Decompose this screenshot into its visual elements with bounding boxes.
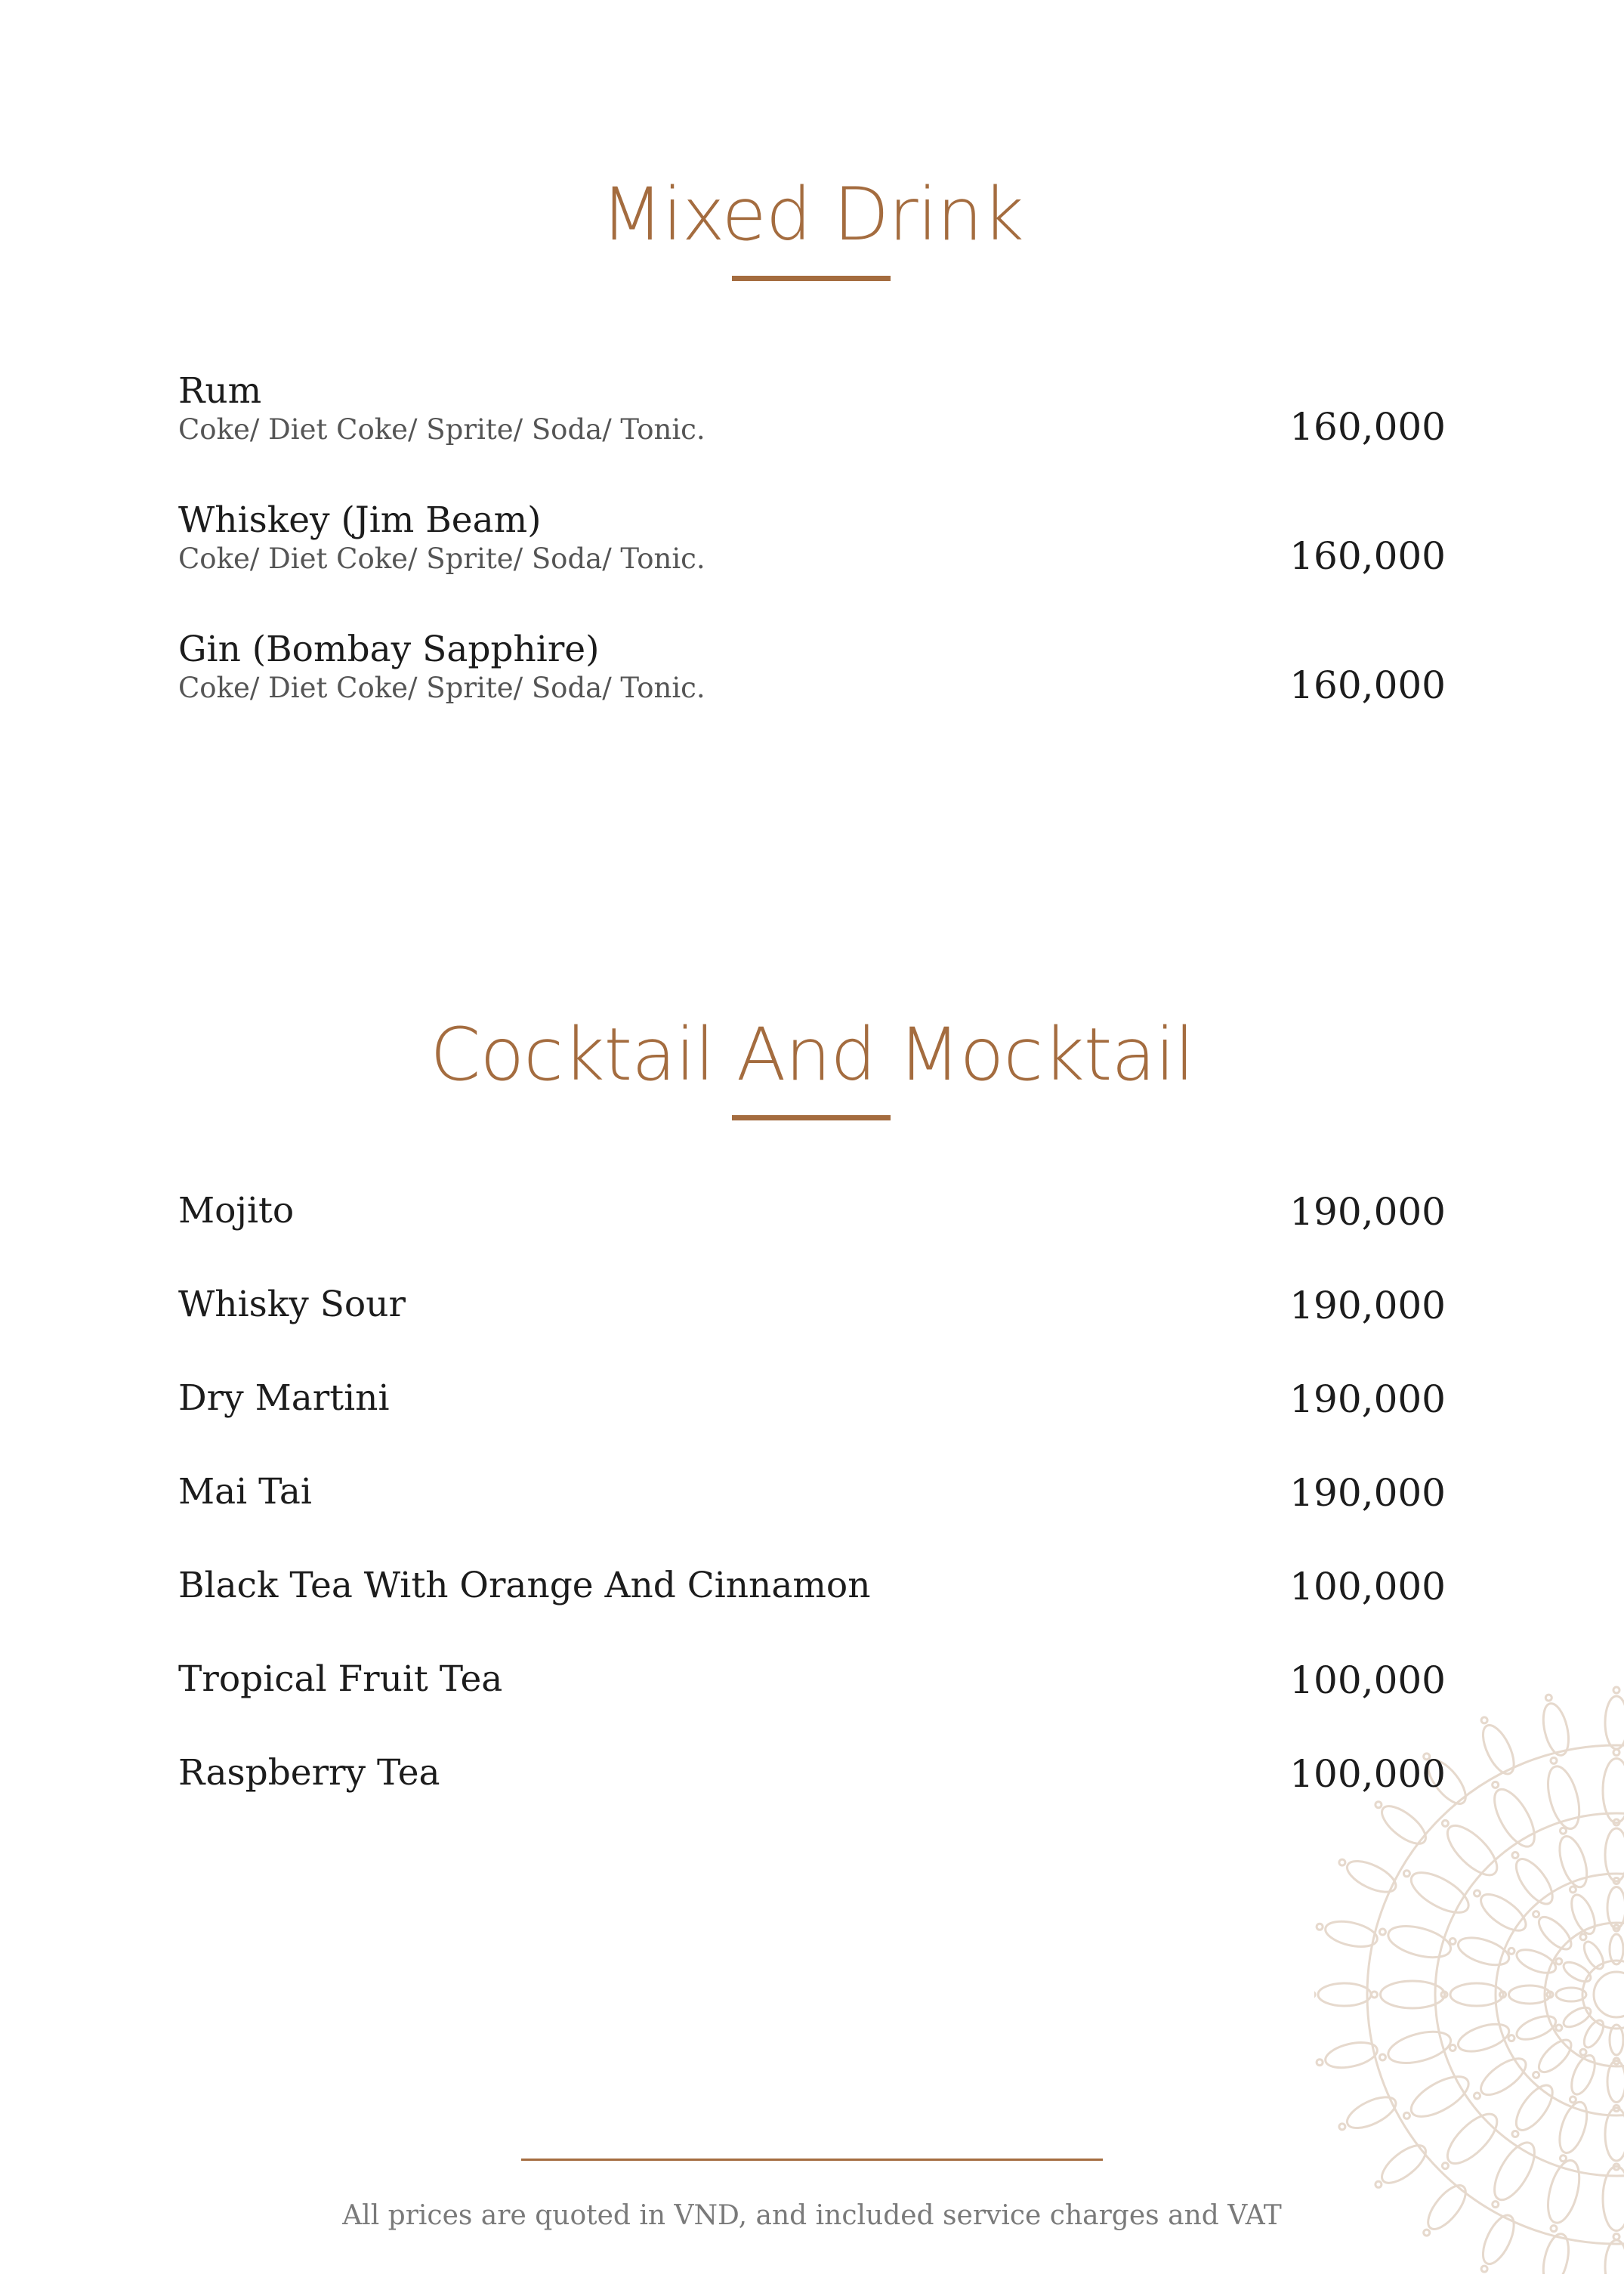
menu-item-tropical-fruit-tea bbox=[178, 1658, 1446, 1707]
title-underline bbox=[732, 1115, 891, 1120]
section-title-cocktail-mocktail: Cocktail And Mocktail bbox=[430, 1012, 1194, 1097]
section-title-mixed-drink: Mixed Drink bbox=[601, 172, 1023, 257]
item-price: 190,000 bbox=[1289, 1471, 1446, 1515]
item-price: 190,000 bbox=[1289, 1284, 1446, 1327]
footer-divider bbox=[521, 2159, 1103, 2161]
menu-item-black-tea bbox=[178, 1565, 1446, 1613]
menu-item-raspberry-tea bbox=[178, 1752, 1446, 1800]
item-name: Raspberry Tea bbox=[178, 1752, 440, 1794]
menu-item-rum bbox=[178, 370, 1446, 449]
item-name: Tropical Fruit Tea bbox=[178, 1658, 503, 1700]
menu-item-whiskey bbox=[178, 499, 1446, 578]
item-price: 160,000 bbox=[1289, 663, 1446, 707]
menu-item-gin bbox=[178, 629, 1446, 707]
item-name: Mai Tai bbox=[178, 1471, 312, 1513]
mandala-icon bbox=[1314, 1655, 1624, 2274]
item-name: Whiskey (Jim Beam) bbox=[178, 499, 542, 541]
item-name: Black Tea With Orange And Cinnamon bbox=[178, 1565, 871, 1606]
menu-item-dry-martini bbox=[178, 1377, 1446, 1426]
item-name: Whisky Sour bbox=[178, 1284, 406, 1325]
item-price: 160,000 bbox=[1289, 405, 1446, 449]
menu-item-mai-tai bbox=[178, 1471, 1446, 1519]
title-underline bbox=[732, 276, 891, 281]
item-name: Mojito bbox=[178, 1190, 295, 1231]
item-price: 100,000 bbox=[1289, 1752, 1446, 1796]
menu-item-mojito bbox=[178, 1190, 1446, 1238]
item-description: Coke/ Diet Coke/ Sprite/ Soda/ Tonic. bbox=[178, 413, 705, 446]
item-price: 100,000 bbox=[1289, 1565, 1446, 1608]
item-name: Gin (Bombay Sapphire) bbox=[178, 629, 600, 670]
item-name: Rum bbox=[178, 370, 262, 412]
menu-item-whisky-sour bbox=[178, 1284, 1446, 1332]
item-description: Coke/ Diet Coke/ Sprite/ Soda/ Tonic. bbox=[178, 542, 705, 575]
footer-note: All prices are quoted in VND, and included service charges and VAT bbox=[342, 2200, 1282, 2231]
item-price: 160,000 bbox=[1289, 534, 1446, 578]
item-price: 100,000 bbox=[1289, 1658, 1446, 1702]
item-price: 190,000 bbox=[1289, 1190, 1446, 1234]
item-name: Dry Martini bbox=[178, 1377, 390, 1419]
item-description: Coke/ Diet Coke/ Sprite/ Soda/ Tonic. bbox=[178, 672, 705, 704]
item-price: 190,000 bbox=[1289, 1377, 1446, 1421]
